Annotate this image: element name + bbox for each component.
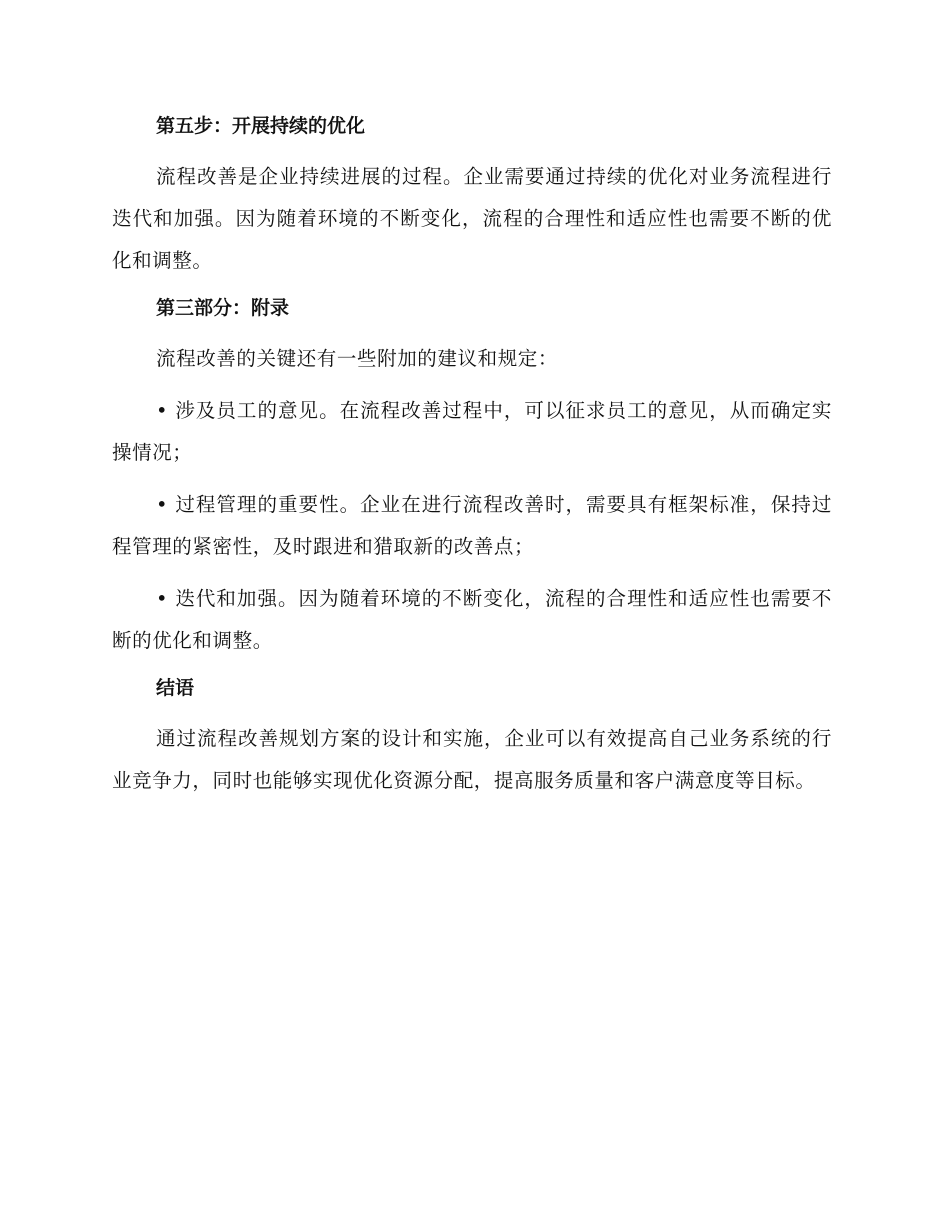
conclusion-heading: 结语 <box>156 677 195 699</box>
document-page <box>112 110 832 812</box>
appendix-intro-paragraph: 流程改善的关键还有一些附加的建议和规定： <box>156 347 559 370</box>
step5-heading: 第五步：开展持续的优化 <box>156 115 366 137</box>
appendix-heading: 第三部分：附录 <box>156 297 290 319</box>
appendix-bullet-1: • 涉及员工的意见。在流程改善过程中，可以征求员工的意见，从而确定实操情况； <box>112 399 832 464</box>
appendix-bullet-2: • 过程管理的重要性。企业在进行流程改善时，需要具有框架标准，保持过程管理的紧密性，及时跟进和猎取新的改善点； <box>112 493 832 558</box>
conclusion-paragraph: 通过流程改善规划方案的设计和实施，企业可以有效提高自己业务系统的行业竞争力，同时也能够实现优化资源分配，提高服务质量和客户满意度等目标。 <box>112 727 832 792</box>
appendix-bullet-3: • 迭代和加强。因为随着环境的不断变化，流程的合理性和适应性也需要不断的优化和调整。 <box>112 587 832 652</box>
step5-paragraph: 流程改善是企业持续进展的过程。企业需要通过持续的优化对业务流程进行迭代和加强。因为随着环境的不断变化，流程的合理性和适应性也需要不断的优化和调整。 <box>112 165 832 272</box>
